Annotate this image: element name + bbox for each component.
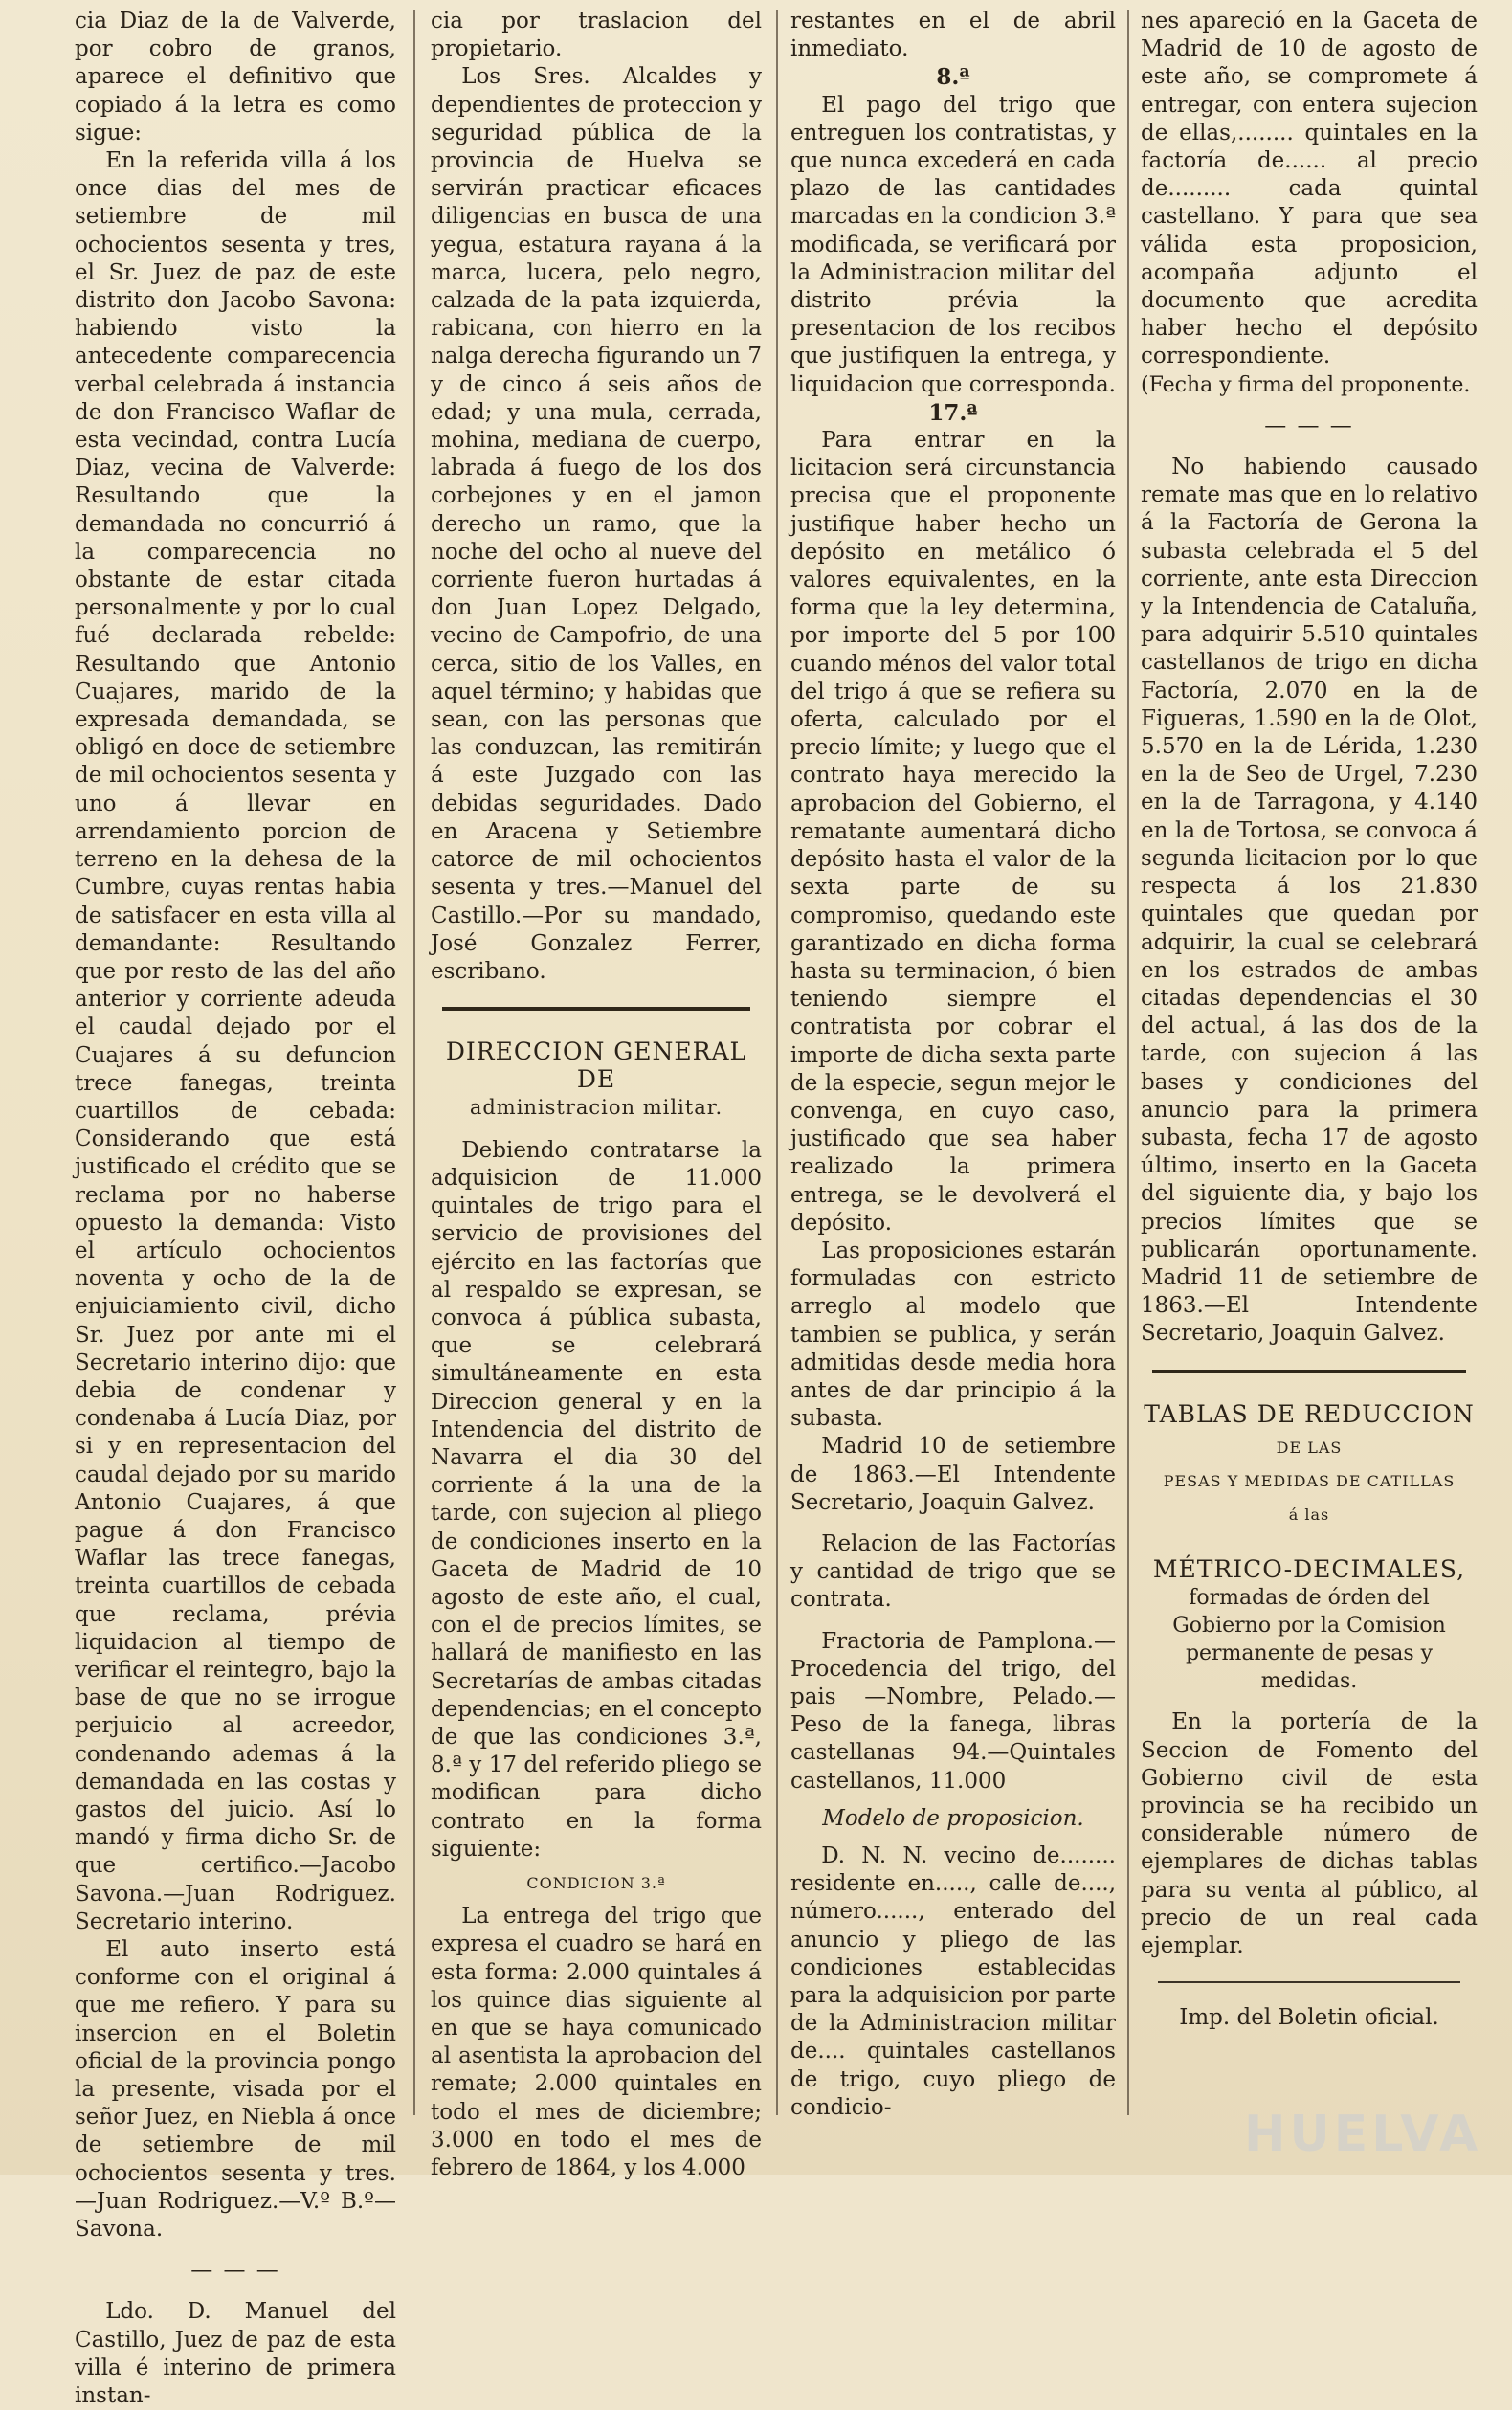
section-rule — [1152, 1370, 1466, 1373]
spacer — [1141, 1695, 1478, 1708]
small-heading: á las — [1288, 1506, 1330, 1525]
small-heading: PESAS Y MEDIDAS DE CATILLAS — [1163, 1471, 1456, 1490]
spacer — [790, 1517, 1116, 1530]
archive-watermark: HUELVA — [1244, 2106, 1482, 2163]
paragraph: No habiendo causado remate mas que en lo relativo á la Factoría de Gerona la subasta celebrada el 5 del corriente, ante esta Direccion y la Intendencia de Cataluña, para adquirir 5.510 quintales castellanos de trigo en dicha Factoría, 2.070 en la de Figueras, 1.590 en la de Olot, 5.570 en la de Lérida, 1.230 en la de Seo de Urgel, 7.230 en la de Tarragona, y 4.140 en la de Tortosa, se convoca á segunda licitacion por lo que respecta á los 21.830 quintales que quedan por adquirir, la cual se celebrará en los estrados de ambas citadas dependencias el 30 del actual, á las dos de la tarde, con sujecion á las bases y condiciones del anuncio para la primera subasta, fecha 17 de agosto último, inserto en la Gaceta del siguiente dia, y bajo los precios límites que se publicarán oportunamente. Madrid 11 de setiembre de 1863.—El Intendente Secretario, Joaquin Galvez. — [1141, 455, 1478, 1347]
separator: — — — — [1264, 413, 1354, 438]
paragraph: nes apareció en la Gaceta de Madrid de 10 de agosto de este año, se compromete á entregar, con entera sujecion de ellas,........ quintales en la factoría de...... al precio de......... cada quintal castellano. Y para que sea válida esta proposicion, acompaña adjunto el documento que acredita haber hecho el depósito correspondiente. — [1141, 9, 1478, 369]
paragraph: En la portería de la Seccion de Fomento del Gobierno civil de esta provincia se ha recibido un considerable número de ejemplares de dichas tablas para su venta al público, al precio de un real cada ejemplar. — [1141, 1709, 1478, 1958]
paragraph: Debiendo contratarse la adquisicion de 11.000 quintales de trigo para el servicio de provisiones del ejército en las factorías que al respaldo se expresan, se convoca á pública subasta, que se celebrará simultáneamente en esta Direccion general y en la Intendencia del distrito de Navarra el dia 30 del corriente á la una de la tarde, con sujecion al pliego de condiciones inserto en la Gaceta de Madrid de 10 agosto de este año, el cual, con el de precios límites, se hallará de manifiesto en las Secretarías de ambas citadas dependencias; en el concepto de que las condiciones 3.ª, 8.ª y 17 del referido pliego se modifican para dicho contrato en la forma siguiente: — [431, 1137, 762, 1862]
signature-line: (Fecha y firma del proponente. — [1141, 372, 1471, 397]
paragraph: El pago del trigo que entreguen los contratistas, y que nunca excederá en cada plazo de las cantidades marcadas en la condicion 3.ª modificada, se verificará por la Administracion militar del distrito prévia la presentacion de los recibos que justifiquen la entrega, y liquidacion que corresponda. — [790, 92, 1116, 397]
paragraph: Los Sres. Alcaldes y dependientes de proteccion y seguridad pública de la provincia de Huelva se servirán practicar eficaces diligencias en busca de una yegua, estatura rayana á la marca, lucera, pelo negro, calzada de la pata izquierda, rabicana, con hierro en la nalga derecha figurando un 7 y de cinco á seis años de edad; y una mula, cerrada, mohina, mediana de cuerpo, labrada á fuego de los dos corbejones y en el jamon derecho un ramo, que la noche del ocho al nueve del corriente fueron hurtadas á don Juan Lopez Delgado, vecino de Campofrio, de una cerca, sitio de los Valles, en aquel término; y habidas que sean, con las personas que las conduzcan, las remitirán á este Juzgado con las debidas seguridades. Dado en Aracena y Setiembre catorce de mil ochocientos sesenta y tres.—Manuel del Castillo.—Por su mandado, José Gonzalez Ferrer, escribano. — [431, 64, 762, 984]
imprint: Imp. del Boletin oficial. — [1179, 2005, 1439, 2031]
column-2 — [431, 8, 762, 2181]
paragraph: Para entrar en la licitacion será circunstancia precisa que el proponente justifique haber hecho un depósito en metálico ó valores equivalentes, en la forma que la ley determina, por importe del 5 por 100 cuando ménos del valor total del trigo á que se refiera su oferta, calculado por el precio límite; y luego que el contrato haya merecido la aprobacion del Gobierno, el rematante aumentará dicho depósito hasta el valor de la sexta parte de su compromiso, quedando este garantizado en dicha forma hasta su terminacion, ó bien teniendo siempre el contratista por cobrar el importe de dicha sexta parte de la especie, segun mejor le convenga, en cuyo caso, justificado que sea haber realizado la primera entrega, se le devolverá el depósito. — [790, 428, 1116, 1236]
column-divider — [776, 10, 778, 2115]
paragraph: restantes en el de abril inmediato. — [790, 9, 1116, 62]
caption-text: formadas de órden del Gobierno por la Comision permanente de pesas y medidas. — [1172, 1585, 1446, 1694]
separator: — — — — [190, 2258, 280, 2284]
italic-heading: Modelo de proposicion. — [822, 1805, 1084, 1831]
small-heading: DE LAS — [1276, 1438, 1343, 1457]
paragraph: D. N. N. vecino de........ residente en....., calle de...., número......, enterado del anuncio y pliego de las condiciones establecidas para la adquisicion por parte de la Administracion militar de.... quintales castellanos de trigo, cuyo pliego de condicio- — [790, 1843, 1116, 2120]
section-rule — [442, 1007, 750, 1011]
condition-number: 8.ª — [936, 64, 970, 91]
column-4 — [1141, 8, 1478, 2137]
paragraph: Ldo. D. Manuel del Castillo, Juez de paz de esta villa é interino de primera instan- — [75, 2299, 396, 2409]
paragraph: Fractoria de Pamplona.—Procedencia del trigo, del pais —Nombre, Pelado.—Peso de la fanega, libras castellanas 94.—Quintales castellanos, 11.000 — [790, 1628, 1116, 1794]
condition-number: 17.ª — [928, 399, 978, 426]
paragraph: En la referida villa á los once dias del mes de setiembre de mil ochocientos sesenta y tres, el Sr. Juez de paz de este distrito don Jacobo Savona: habiendo visto la antecedente comparecencia verbal celebrada á instancia de don Francisco Waflar de esta vecindad, contra Lucía Diaz, vecina de Valverde: Resultando que la demandada no concurrió á la comparecencia no obstante de estar citada personalmente y por lo cual fué declarada rebelde: Resultando que Antonio Cuajares, marido de la expresada demandada, se obligó en doce de setiembre de mil ochocientos sesenta y uno á llevar en arrendamiento porcion de terreno en la dehesa de la Cumbre, cuyas rentas habia de satisfacer en esta villa al demandante: Resultando que por resto de las del año anterior y corriente adeuda el caudal dejado por el Cuajares á su defuncion trece fanegas, treinta cuartillos de cebada: Considerando que está justificado el crédito que se reclama por no haberse opuesto la demanda: Visto el artículo ochocientos noventa y ocho de la de enjuiciamiento civil, dicho Sr. Juez por ante mi el Secretario interino dijo: que debia de condenar y condenaba á Lucía Diaz, por si y en representacion del caudal dejado por su marido Antonio Cuajares, á que pague á don Francisco Waflar las trece fanegas, treinta cuartillos de cebada que reclama, prévia liquidacion al tiempo de verificar el reintegro, bajo la base de que no se irrogue perjuicio al acreedor, condenando ademas á la demandada en las costas y gastos del juicio. Así lo mandó y firma dicho Sr. de que certifico.—Jacobo Savona.—Juan Rodriguez. Secretario interino. — [75, 148, 396, 1934]
paragraph: El auto inserto está conforme con el original á que me refiero. Y para su insercion en el Boletin oficial de la provincia pongo la presente, visada por el señor Juez, en Niebla á once de setiembre de mil ochocientos sesenta y tres. —Juan Rodriguez.—V.º B.º—Savona. — [75, 1937, 396, 2243]
section-heading: MÉTRICO-DECIMALES, — [1152, 1555, 1466, 1584]
section-heading: TABLAS DE REDUCCION — [1144, 1399, 1475, 1428]
paragraph: La entrega del trigo que expresa el cuadro se hará en esta forma: 2.000 quintales á los quince dias siguiente al en que se haya comunicado al asentista la aprobacion del remate; 2.000 quintales en todo el mes de diciembre; 3.000 en todo el mes de febrero de 1864, y los 4.000 — [431, 1904, 762, 2181]
section-rule — [1158, 1981, 1460, 1983]
column-3 — [790, 8, 1116, 2137]
column-divider — [413, 10, 415, 2115]
section-subheading: administracion militar. — [469, 1095, 723, 1119]
small-heading: CONDICION 3.ª — [526, 1874, 666, 1892]
paragraph: cia Diaz de la de Valverde, por cobro de granos, aparece el definitivo que copiado á la letra es como sigue: — [75, 9, 396, 145]
spacer — [790, 1615, 1116, 1628]
paragraph: Madrid 10 de setiembre de 1863.—El Intendente Secretario, Joaquin Galvez. — [790, 1434, 1116, 1515]
section-heading: DIRECCION GENERAL DE — [445, 1038, 747, 1094]
paragraph: cia por traslacion del propietario. — [431, 9, 762, 62]
paragraph: Relacion de las Factorías y cantidad de trigo que se contrata. — [790, 1530, 1116, 1613]
column-1 — [75, 8, 396, 2409]
column-divider — [1127, 10, 1129, 2115]
paragraph: Las proposiciones estarán formuladas con estricto arreglo al modelo que tambien se publica, y serán admitidas desde media hora antes de dar principio á la subasta. — [790, 1238, 1116, 1432]
